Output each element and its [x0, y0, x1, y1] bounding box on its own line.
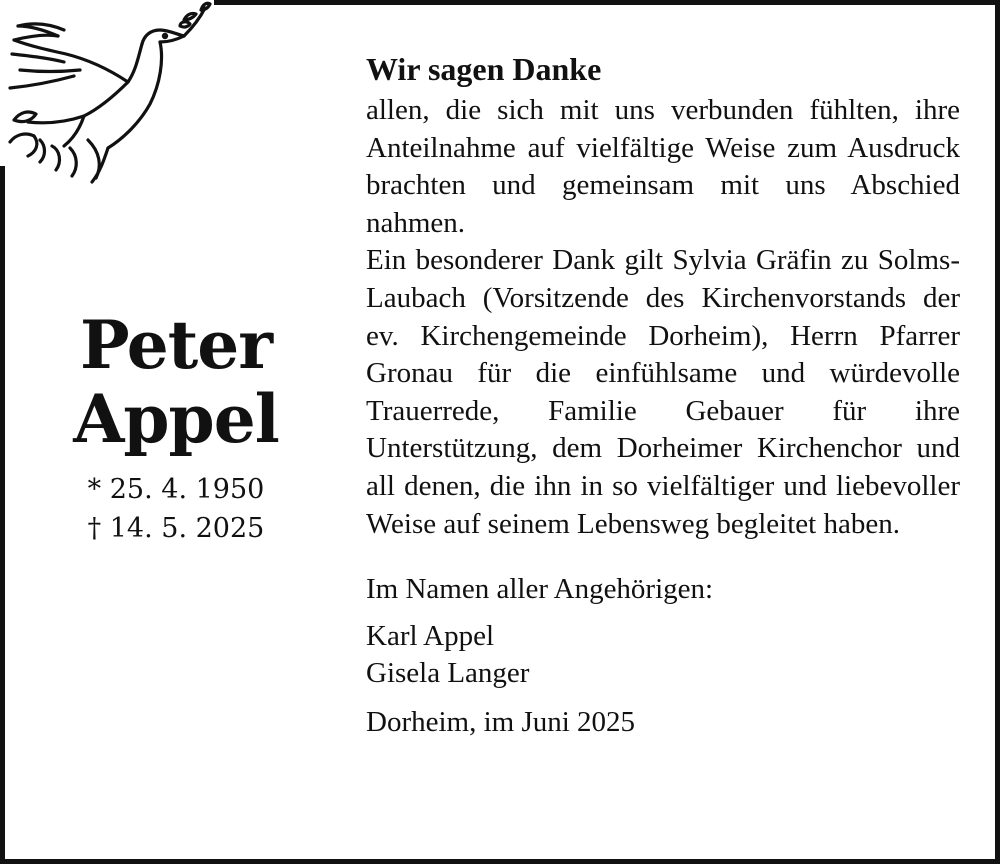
- death-date: † 14. 5. 2025: [87, 513, 265, 544]
- frame-border-right: [995, 0, 1000, 864]
- dove-with-olive-branch-icon: [0, 0, 214, 190]
- life-dates: [40, 470, 312, 548]
- place-and-date: Dorheim, im Juni 2025: [366, 706, 636, 739]
- frame-border-bottom: [0, 859, 1000, 864]
- birth-date: * 25. 4. 1950: [87, 474, 265, 505]
- notice-paragraph-2: Ein besonderer Dank gilt Sylvia Gräfin zu Solms-Laubach (Vorsitzende des Kirchenvorstands der ev. Kirchengemeinde Dorheim), Herrn Pfarrer Gronau für die einfühlsame und würdevolle Trauerrede, Familie Gebauer für ihre Unterstützung, dem Dorheimer Kirchenchor und all denen, die ihn in so vielfältiger und liebevoller Weise auf seinem Lebensweg begleitet haben.: [366, 244, 960, 540]
- deceased-block: [40, 308, 312, 548]
- deceased-first-name: Peter: [79, 306, 273, 384]
- frame-border-top: [214, 0, 1000, 5]
- notice-heading: Wir sagen Danke: [366, 51, 602, 87]
- signoff-line: Im Namen aller Angehörigen:: [366, 573, 714, 606]
- notice-body: [366, 92, 960, 543]
- signer-name: Gisela Langer: [366, 657, 530, 690]
- deceased-last-name: Appel: [73, 380, 279, 458]
- signers-list: [366, 618, 960, 692]
- notice-paragraph-1: allen, die sich mit uns verbunden fühlten, ihre Anteilnahme auf vielfältige Weise zum Ausdruck brachten und gemeinsam mit uns Abschied nahmen.: [366, 94, 960, 239]
- frame-border-left: [0, 166, 5, 864]
- signer-name: Karl Appel: [366, 620, 495, 653]
- thanks-block: [366, 46, 960, 741]
